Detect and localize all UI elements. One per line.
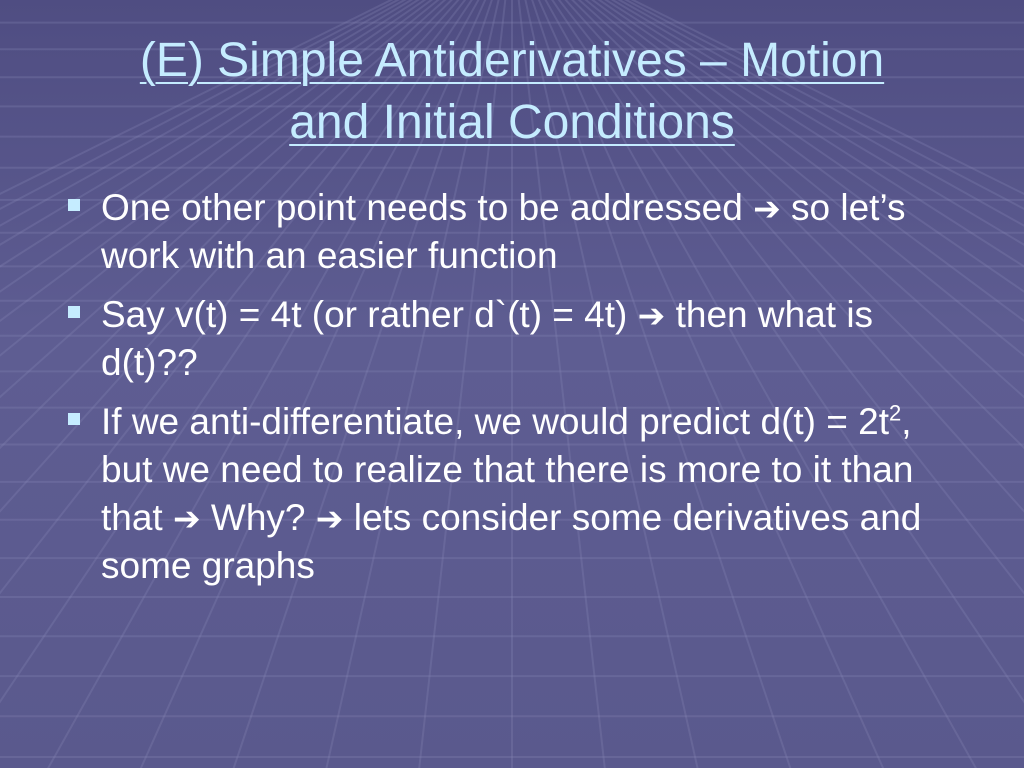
square-bullet-icon <box>68 413 80 425</box>
title-line-2: and Initial Conditions <box>289 96 735 149</box>
right-arrow-icon: ➔ <box>753 189 781 228</box>
bullet-item-3 <box>64 398 954 590</box>
right-arrow-icon: ➔ <box>315 499 344 538</box>
title-line-1: (E) Simple Antiderivatives – Motion <box>139 34 885 87</box>
bullet-3-text-4: lets consider some derivatives and some graphs <box>101 497 922 586</box>
bullet-list <box>64 184 954 601</box>
right-arrow-icon: ➔ <box>637 296 666 335</box>
bullet-2-text-2: then what is d(t)?? <box>101 294 874 383</box>
bullet-3-text-1: If we anti-differentiate, we would predict d(t) = 2t <box>101 401 890 442</box>
slide-title <box>40 30 984 154</box>
bullet-1-text-1: One other point needs to be addressed <box>101 187 754 228</box>
bullet-3-superscript: 2 <box>889 400 902 426</box>
bullet-item-1 <box>64 184 954 280</box>
right-arrow-icon: ➔ <box>173 499 201 538</box>
bullet-2-text-1: Say v(t) = 4t (or rather d`(t) = 4t) <box>101 294 638 335</box>
bullet-item-2 <box>64 291 954 387</box>
bullet-3-text-2: , but we need to realize that there is more to it than that <box>101 401 914 538</box>
square-bullet-icon <box>68 199 80 211</box>
bullet-1-text-2: so let’s work with an easier function <box>101 187 906 276</box>
square-bullet-icon <box>68 306 80 318</box>
bullet-3-text-3: Why? <box>200 497 316 538</box>
